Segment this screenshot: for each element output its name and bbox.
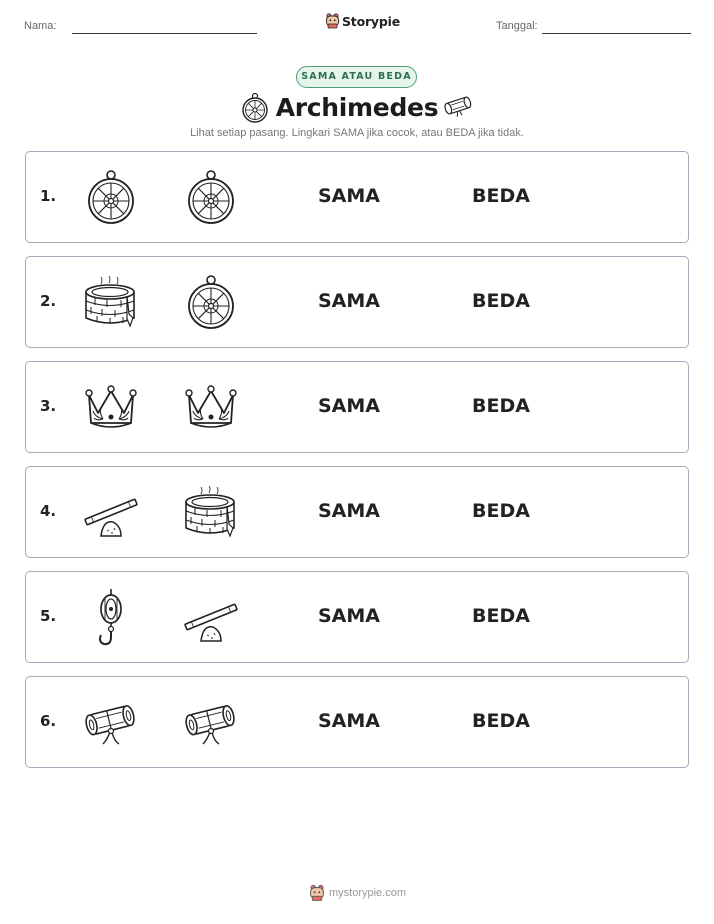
footer-site: mystorypie.com [329, 887, 407, 899]
lever-icon [81, 484, 141, 542]
worksheet-title: Archimedes [275, 93, 439, 122]
question-number: 4. [40, 502, 57, 520]
worksheet-type-badge: SAMA ATAU BEDA [296, 66, 417, 88]
storypie-mascot-icon [325, 13, 340, 29]
scroll-icon [442, 94, 474, 118]
same-choice[interactable]: SAMA [318, 605, 381, 627]
compass-icon [81, 169, 141, 227]
different-choice[interactable]: BEDA [472, 395, 530, 417]
name-label: Nama: [24, 20, 57, 32]
instructions: Lihat setiap pasang. Lingkari SAMA jika cocok, atau BEDA jika tidak. [190, 127, 524, 139]
scroll-icon [181, 694, 241, 752]
different-choice[interactable]: BEDA [472, 605, 530, 627]
crown-icon [81, 379, 141, 437]
same-choice[interactable]: SAMA [318, 395, 381, 417]
different-choice[interactable]: BEDA [472, 290, 530, 312]
question-row [25, 466, 689, 558]
brand-logo [325, 13, 400, 29]
question-number: 2. [40, 292, 57, 310]
lever-icon [181, 589, 241, 647]
different-choice[interactable]: BEDA [472, 710, 530, 732]
name-line[interactable] [72, 33, 257, 34]
same-choice[interactable]: SAMA [318, 710, 381, 732]
question-row [25, 571, 689, 663]
same-choice[interactable]: SAMA [318, 290, 381, 312]
well-icon [181, 484, 241, 542]
different-choice[interactable]: BEDA [472, 185, 530, 207]
question-row [25, 256, 689, 348]
title-row [0, 90, 714, 126]
worksheet-header [0, 0, 714, 50]
question-number: 3. [40, 397, 57, 415]
question-number: 6. [40, 712, 57, 730]
date-line[interactable] [542, 33, 691, 34]
compass-icon [181, 169, 241, 227]
well-icon [81, 274, 141, 332]
footer [0, 884, 714, 908]
question-row [25, 361, 689, 453]
question-row [25, 676, 689, 768]
scroll-icon [81, 694, 141, 752]
pulley-icon [81, 589, 141, 647]
brand-name: Storypie [342, 13, 400, 29]
storypie-mascot-icon [309, 884, 325, 902]
question-number: 5. [40, 607, 57, 625]
crown-icon [181, 379, 241, 437]
same-choice[interactable]: SAMA [318, 185, 381, 207]
question-row [25, 151, 689, 243]
compass-icon [181, 274, 241, 332]
different-choice[interactable]: BEDA [472, 500, 530, 522]
question-number: 1. [40, 187, 57, 205]
same-choice[interactable]: SAMA [318, 500, 381, 522]
date-label: Tanggal: [496, 20, 538, 32]
